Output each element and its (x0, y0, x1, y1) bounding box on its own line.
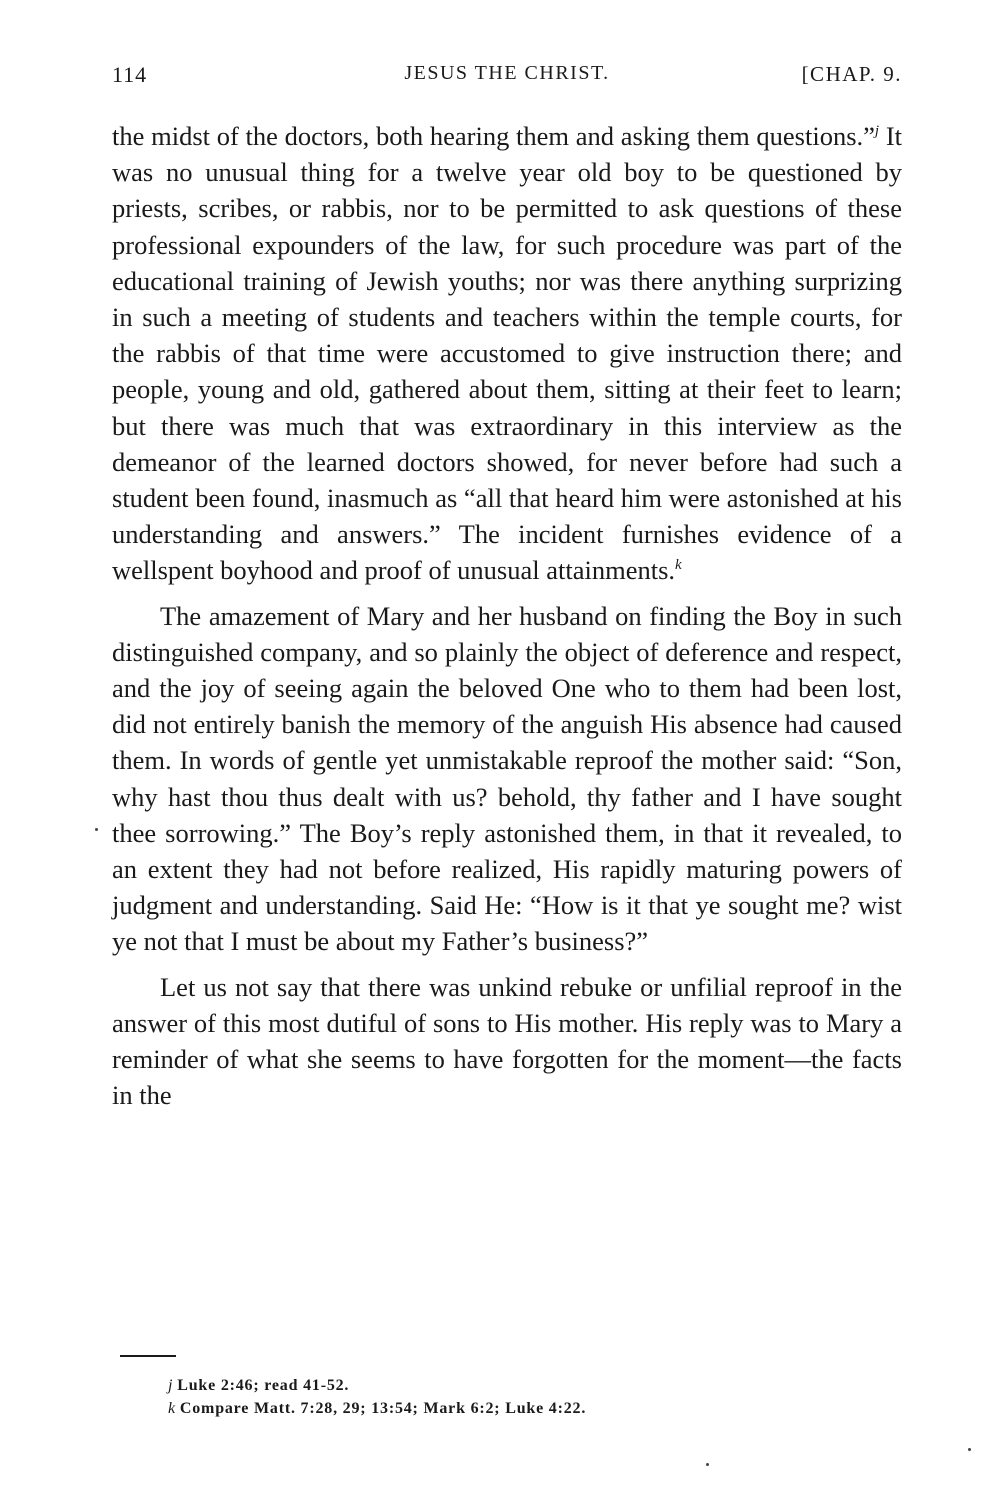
running-head (112, 62, 902, 96)
paragraph-1 (112, 118, 902, 589)
footnote-k (168, 1397, 868, 1420)
footnote-divider (120, 1355, 176, 1357)
scan-speck (706, 1463, 709, 1466)
scan-speck (95, 828, 98, 831)
paragraph-1-text-b: It was no unusual thing for a twelve year old boy to be questioned by priests, scribes, or rabbis, nor to be permitted to ask questions of these professional expounders of the law, for such procedure was part of the educational training of Jewish youths; nor was there anything surprizing in such a meeting of students and teachers within the temple courts, for the rabbis of that time were accustomed to give instruction there; and people, young and old, gathered about them, sitting at their feet to learn; but there was much that was extraordinary in this interview as the demeanor of the learned doctors showed, for never before had such a student been found, inasmuch as “all that heard him were astonished at his understanding and answers.” The incident furnishes evidence of a wellspent boyhood and proof of unusual attainments. (112, 121, 903, 586)
page-number: 114 (112, 62, 148, 87)
book-title: JESUS THE CHRIST. (404, 62, 610, 84)
paragraph-2: The amazement of Mary and her husband on finding the Boy in such distinguished company, and so plainly the object of deference and respect, and the joy of seeing again the beloved One who to them had been lost, did not entirely banish the memory of the anguish His absence had caused them. In words of gentle yet unmistakable reproof the mother said: “Son, why hast thou thus dealt with us? behold, thy father and I have sought thee sorrowing.” The Boy’s reply astonished them, in that it revealed, to an extent they had not before realized, His rapidly maturing powers of judgment and understanding. Said He: “How is it that ye sought me? wist ye not that I must be about my Father’s business?” (112, 600, 902, 957)
footnotes (168, 1374, 868, 1420)
footnote-mark: j (168, 1377, 174, 1394)
paragraph-1-text-a: the midst of the doctors, both hearing them and asking them questions.” (112, 121, 875, 151)
footnote-mark: k (168, 1400, 176, 1417)
body-text (112, 118, 902, 1122)
footnote-text: Luke 2:46; read 41-52. (177, 1377, 350, 1394)
footnote-ref-j: j (874, 123, 880, 139)
scan-speck (968, 1448, 971, 1451)
paragraph-3: Let us not say that there was unkind rebuke or unfilial reproof in the answer of this most dutiful of sons to His mother. His reply was to Mary a reminder of what she seems to have forgotten for the moment—the facts in the (112, 971, 902, 1111)
chapter-label: [CHAP. 9. (801, 62, 902, 86)
footnote-ref-k: k (675, 557, 682, 574)
footnote-j (168, 1374, 868, 1397)
footnote-text: Compare Matt. 7:28, 29; 13:54; Mark 6:2; Luke 4:22. (179, 1400, 587, 1417)
